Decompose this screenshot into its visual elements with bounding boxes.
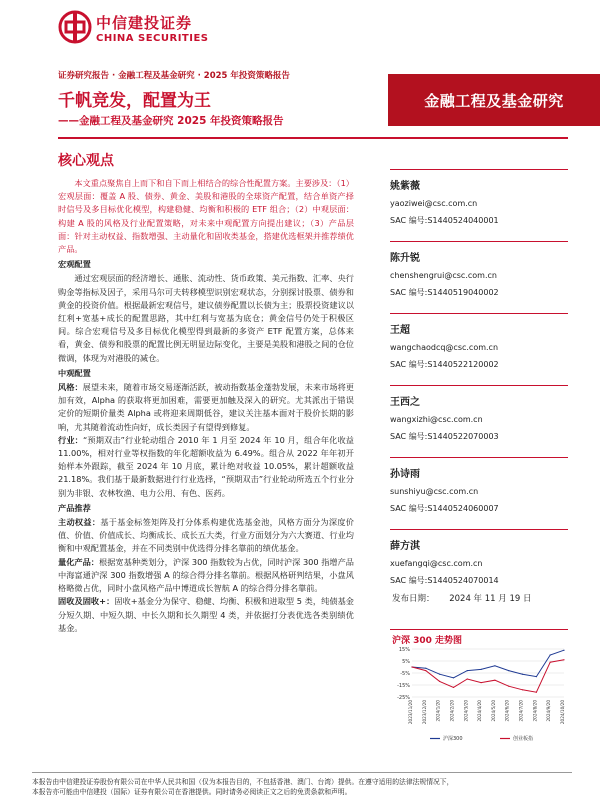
analyst-card: [390, 241, 568, 313]
analyst-card: [390, 313, 568, 385]
active-label: 主动权益：: [58, 517, 101, 528]
industry-paragraph: [58, 434, 354, 500]
x-tick-label: 2024/8/20: [532, 700, 538, 722]
series-point: [494, 680, 495, 681]
x-tick-label: 2024/6/20: [504, 700, 510, 722]
series-point: [494, 665, 495, 666]
company-logo-icon: [58, 10, 92, 44]
section-banner: 金融工程及基金研究: [388, 74, 600, 126]
series-point: [467, 670, 468, 671]
analyst-sac: SAC 编号:S1440524040001: [390, 216, 499, 225]
x-tick-label: 2024/2/20: [449, 700, 455, 722]
y-tick-label: 5%: [402, 659, 410, 665]
analyst-card: [390, 385, 568, 457]
logo-en: CHINA SECURITIES: [96, 33, 209, 44]
meso-heading: 中观配置: [58, 367, 91, 378]
series-point: [453, 677, 454, 678]
series-point: [439, 674, 440, 675]
x-tick-label: 2024/1/20: [435, 700, 441, 722]
publish-date-label: 发布日期：: [392, 594, 435, 604]
analyst-name: 薛方淇: [390, 541, 420, 552]
core-title: 核心观点: [58, 153, 114, 169]
header-divider: [58, 137, 568, 139]
fixed-paragraph: [58, 595, 354, 635]
main-content: [58, 177, 354, 635]
series-point: [439, 681, 440, 682]
series-point: [563, 650, 564, 651]
quant-paragraph: [58, 556, 354, 596]
series-line: [412, 650, 564, 678]
analyst-sac: SAC 编号:S1440522120002: [390, 360, 499, 369]
active-text: 基于基金标签矩阵及打分体系构建优选基金池，风格方面分为深度价值、价值、价值成长、均衡成长、成长五大类，行业方面划分为六大赛道、行业均衡和中观配置基金，并在不同类别中优选得分排名靠前的绩优基金。: [58, 517, 354, 554]
series-point: [453, 687, 454, 688]
analyst-name: 陈升锐: [390, 253, 420, 264]
quant-text: 根据宽基种类划分，沪深 300 指数较为占优，同时沪深 300 指增产品中海富通沪深 300 指数增强 A 的综合得分排名靠前。根据风格研判结果，小盘风格略微占优，同时小盘风格产品中博道成长智航 A 的综合得分排名靠前。: [58, 556, 354, 594]
disclaimer-footer: [32, 777, 572, 797]
legend-label: 创业板指: [513, 736, 534, 742]
series-point: [480, 669, 481, 670]
series-point: [411, 666, 412, 667]
x-tick-label: 2024/10/20: [560, 700, 565, 725]
fixed-label: 固收及固收+：: [58, 596, 115, 607]
publish-date-value: 2024 年 11 月 19 日: [449, 594, 532, 604]
lead-paragraph: 本文重点聚焦自上而下和自下而上相结合的综合性配置方案。主要涉及：（1）宏观层面：覆盖 A 股、债券、黄金、美股和港股的全球资产配置，结合单资产择时信号及多目标优化模型，构建稳健、均衡和积极的 ETF 组合；（2）中观层面：构建 A 股的风格及行业配置策略，对未来中观配置方向提出建议；（3）产品层面：针对主动权益、指数增强、主动量化和固收类基金，搭建优选框架并推荐绩优产品。: [58, 178, 354, 255]
analyst-sidebar: [390, 169, 568, 601]
series-point: [536, 692, 537, 693]
product-heading: 产品推荐: [58, 502, 91, 513]
breadcrumb: 证券研究报告 · 金融工程及基金研究 · 2025 年投资策略报告: [58, 71, 290, 81]
page-title: 千帆竞发，配置为王: [58, 91, 211, 111]
series-point: [508, 670, 509, 671]
series-point: [550, 662, 551, 663]
macro-heading: 宏观配置: [58, 259, 91, 270]
y-tick-label: -25%: [397, 695, 410, 701]
series-point: [425, 668, 426, 669]
quant-label: 量化产品：: [58, 556, 100, 567]
x-tick-label: 2024/9/20: [546, 700, 552, 722]
series-point: [522, 674, 523, 675]
series-point: [425, 670, 426, 671]
active-paragraph: [58, 516, 354, 556]
series-point: [550, 654, 551, 655]
publish-date: [392, 592, 532, 604]
industry-label: 行业：: [58, 434, 83, 445]
analyst-email[interactable]: sunshiyu@csc.com.cn: [390, 487, 479, 496]
style-paragraph: [58, 381, 354, 434]
series-line: [412, 660, 564, 692]
series-point: [508, 686, 509, 687]
series-point: [563, 659, 564, 660]
series-point: [480, 682, 481, 683]
analyst-email[interactable]: wangxizhi@csc.com.cn: [390, 415, 483, 424]
series-point: [536, 676, 537, 677]
style-label: 风格：: [58, 382, 83, 393]
macro-paragraph: 通过宏观层面的经济增长、通胀、流动性、货币政策、美元指数、汇率、央行购金等指标及因子，采用马尔可夫转移模型识别宏观状态，分别探讨股票、债券和黄金的投资价值。根据最新宏观信号，建议债券配置以长债为主；股票投资建议以红利+宽基+成长的配置思路，其中红利与宽基为底仓；黄金信号仍处于积极区间。综合宏观信号及多目标优化模型得到最新的多资产 ETF 配置方案，总体来看，黄金、债券和股票的配置比例无明显边际变化，主要是美股和港股之间的仓位微调，体现为对港股的减仓。: [58, 273, 354, 363]
analyst-name: 王超: [390, 325, 410, 336]
disclaimer-line-1: 本报告由中信建投证券股份有限公司在中华人民共和国（仅为本报告目的，不包括香港、澳门、台湾）提供。在遵守适用的法律法规情况下，: [32, 778, 454, 786]
analyst-card: [390, 457, 568, 529]
index-trend-chart: [390, 645, 568, 745]
analyst-email[interactable]: xuefangqi@csc.com.cn: [390, 559, 483, 568]
x-tick-label: 2024/4/20: [477, 700, 483, 722]
analyst-name: 孙诗雨: [390, 469, 420, 480]
analyst-sac: SAC 编号:S1440524060007: [390, 504, 499, 513]
industry-text: “预期双击”行业轮动组合 2010 年 1 月至 2024 年 10 月，组合年化收益 11.00%，相对行业等权指数的年化超额收益为 6.49%。组合从 2022 年年初开始样本外跟踪，截至 2024 年 10 月底，累计绝对收益 10.05%，累计超额收益 21.18%。我们基于最新数据进行行业选择，“预期双击”行业轮动所选五个行业分别为非银、农林牧渔、电力公用、有色、医药。: [58, 434, 354, 498]
analyst-card: [390, 169, 568, 241]
x-tick-label: 2023/12/20: [421, 700, 427, 725]
x-tick-label: 2024/3/20: [463, 700, 469, 722]
analyst-name: 姚紫薇: [390, 181, 420, 192]
y-tick-label: 15%: [398, 647, 410, 653]
x-tick-label: 2023/11/20: [408, 700, 413, 725]
style-text: 展望未来，随着市场交易逐渐活跃，被动指数基金蓬勃发展，未来市场将更加有效，Alpha 的获取将更加困难，需要更加触及深入的研究。尤其派出于错误定价的短期价量类 Alpha 或将迎来周期低谷，建议关注基本面对于股价长期的影响，尤其随着流动性向好，成长类因子有望得到修复。: [58, 382, 354, 432]
y-tick-label: -15%: [397, 683, 410, 689]
x-tick-label: 2024/5/20: [490, 700, 496, 722]
y-tick-label: -5%: [400, 671, 410, 677]
series-point: [522, 689, 523, 690]
legend-label: 沪深300: [443, 736, 463, 742]
series-point: [467, 678, 468, 679]
analyst-email[interactable]: wangchaodcq@csc.com.cn: [390, 343, 499, 352]
chart-divider: [390, 629, 568, 630]
logo-cn: 中信建投证券: [96, 14, 193, 32]
disclaimer-line-2: 本报告亦可能由中信建投（国际）证券有限公司在香港提供。同时请务必阅读正文之后的免责条款和声明。: [32, 788, 352, 796]
analyst-sac: SAC 编号:S1440524070014: [390, 576, 499, 585]
page-subtitle: ——金融工程及基金研究 2025 年投资策略报告: [58, 115, 284, 127]
analyst-email[interactable]: yaoziwei@csc.com.cn: [390, 199, 478, 208]
analyst-sac: SAC 编号:S1440522070003: [390, 432, 499, 441]
analyst-card: [390, 529, 568, 601]
x-tick-label: 2024/7/20: [518, 700, 524, 722]
analyst-sac: SAC 编号:S1440519040002: [390, 288, 499, 297]
analyst-name: 王西之: [390, 397, 420, 408]
chart-title: 沪深 300 走势图: [392, 636, 463, 646]
footer-divider: [32, 772, 572, 773]
fixed-text: 固收+基金分为保守、稳健、均衡、积极和进取型 5 类，纯债基金分短久期、中短久期、中长久期和长久期型 4 类，并依据打分表优选各类别绩优基金。: [58, 596, 354, 633]
analyst-email[interactable]: chenshengrui@csc.com.cn: [390, 271, 497, 280]
